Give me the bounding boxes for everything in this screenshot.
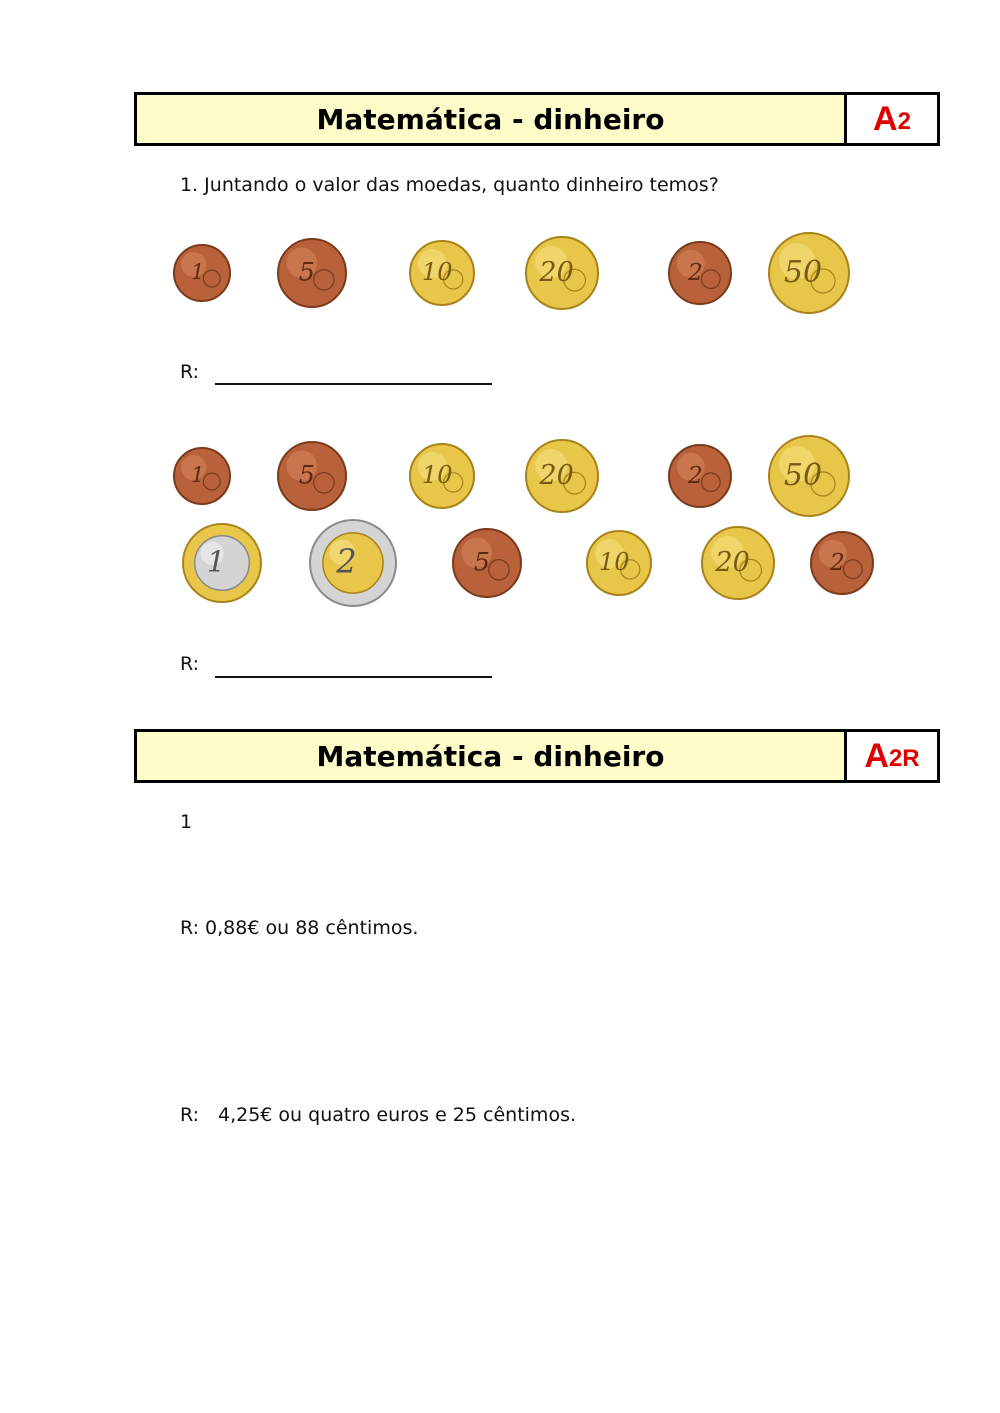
- coin-numeral: 2: [829, 548, 845, 576]
- answer-label-2: R:: [180, 653, 200, 675]
- coin-50-cent-icon: [767, 434, 851, 518]
- coin-numeral: 2: [336, 542, 357, 581]
- worksheet-code-letter: A: [873, 99, 898, 138]
- coin-numeral: 2: [687, 461, 703, 489]
- answers-code: [847, 732, 937, 780]
- answer-text-2: 4,25€ ou quatro euros e 25 cêntimos.: [218, 1104, 577, 1126]
- worksheet-header: [134, 92, 940, 146]
- worksheet-title: Matemática - dinheiro: [137, 95, 847, 143]
- coin-2-cent-icon: [809, 530, 875, 596]
- coin-numeral: 10: [421, 258, 453, 287]
- coin-1-euro-icon: [181, 522, 263, 604]
- coin-numeral: 20: [715, 546, 750, 578]
- coin-20-cent-icon: [524, 438, 600, 514]
- coin-numeral: 20: [539, 256, 574, 288]
- coin-5-cent-icon: [451, 527, 523, 599]
- answers-number: 1: [180, 811, 193, 833]
- answer-line-1[interactable]: [215, 383, 492, 385]
- coin-5-cent-icon: [276, 440, 348, 512]
- coin-numeral: 50: [783, 457, 823, 493]
- answer-label-1: R:: [180, 361, 200, 383]
- answer-label-r2: R:: [180, 1104, 200, 1126]
- coin-numeral: 5: [473, 547, 491, 578]
- coin-numeral: 1: [191, 260, 205, 285]
- coin-5-cent-icon: [276, 237, 348, 309]
- coin-10-cent-icon: [408, 442, 476, 510]
- coin-numeral: 50: [783, 254, 823, 290]
- answers-header: [134, 729, 940, 783]
- coin-numeral: 1: [206, 544, 226, 579]
- answer-text-1: R: 0,88€ ou 88 cêntimos.: [180, 917, 419, 939]
- answer-line-2[interactable]: [215, 676, 492, 678]
- coin-numeral: 2: [687, 258, 703, 286]
- coin-numeral: 5: [298, 257, 316, 288]
- answers-title: Matemática - dinheiro: [137, 732, 847, 780]
- coin-2-cent-icon: [667, 240, 733, 306]
- coin-10-cent-icon: [408, 239, 476, 307]
- coin-1-cent-icon: [172, 243, 232, 303]
- coin-10-cent-icon: [585, 529, 653, 597]
- coin-2-euro-icon: [308, 518, 398, 608]
- coin-50-cent-icon: [767, 231, 851, 315]
- answers-code-suffix: 2R: [888, 745, 920, 772]
- answers-code-letter: A: [864, 736, 889, 775]
- coin-numeral: 20: [539, 459, 574, 491]
- coin-numeral: 5: [298, 460, 316, 491]
- worksheet-code: [847, 95, 937, 143]
- coin-numeral: 10: [421, 461, 453, 490]
- coin-20-cent-icon: [524, 235, 600, 311]
- question-text: 1. Juntando o valor das moedas, quanto dinheiro temos?: [180, 174, 719, 196]
- coin-numeral: 1: [191, 463, 205, 488]
- coin-2-cent-icon: [667, 443, 733, 509]
- coin-numeral: 10: [598, 548, 630, 577]
- coin-1-cent-icon: [172, 446, 232, 506]
- worksheet-code-suffix: 2: [897, 108, 911, 135]
- coin-20-cent-icon: [700, 525, 776, 601]
